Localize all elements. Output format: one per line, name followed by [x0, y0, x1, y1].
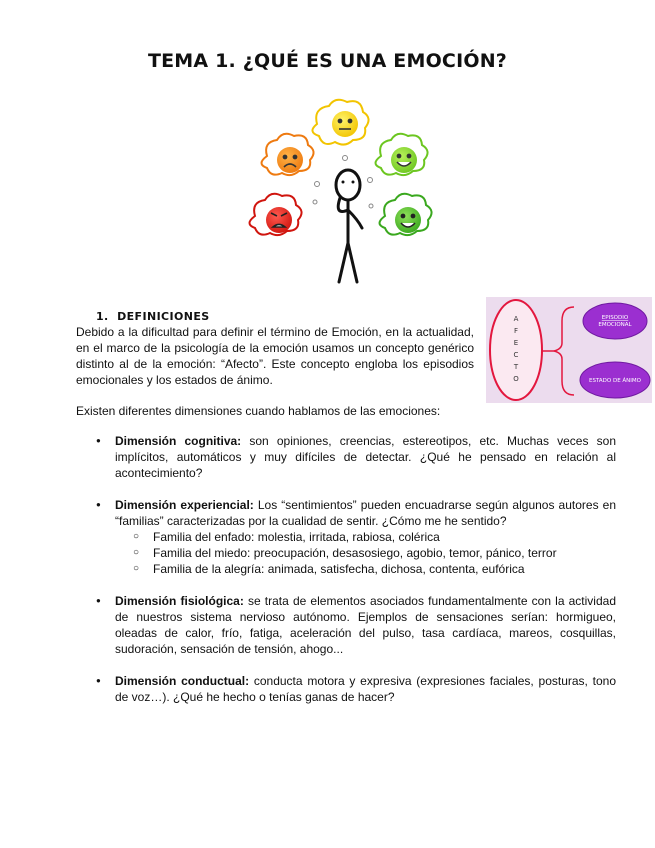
list-item — [76, 433, 616, 481]
affect-letter: T — [513, 363, 519, 371]
dimension-label: Dimensión conductual: — [115, 674, 250, 688]
dimension-text: son opiniones, creencias, estereotipos, etc. Muchas veces son implícitos, automáticos y muy difíciles de detectar. ¿Qué he pensado en relación al acontecimiento? — [115, 434, 616, 480]
smile-face-icon — [395, 207, 421, 233]
family-item: ○ Familia del enfado: molestia, irritada, rabiosa, colérica — [115, 529, 616, 545]
dimension-label: Dimensión fisiológica: — [115, 594, 244, 608]
sad-face-icon — [277, 147, 303, 173]
affect-letter: C — [513, 351, 519, 359]
emotions-illustration — [245, 98, 435, 286]
dimension-label: Dimensión cognitiva: — [115, 434, 242, 448]
angry-face-icon — [266, 207, 292, 233]
section-heading — [96, 310, 210, 323]
dimension-label: Dimensión experiencial: — [115, 498, 254, 512]
dimension-text: Los “sentimientos” pueden encuadrarse según algunos autores en “familias” caracterizadas por la cualidad de sentir. ¿Cómo me he sentido? — [115, 498, 617, 528]
page-title: TEMA 1. ¿QUÉ ES UNA EMOCIÓN? — [147, 50, 508, 72]
affect-letter: A — [513, 315, 519, 323]
episodio-emocional-node — [583, 303, 647, 339]
dimension-text: se trata de elementos asociados fundamentalmente con la actividad de nuestros sistema nervioso autónomo. Ejemplos de sensaciones serían: hormigueo, oleadas de calor, frío, fatiga, aceleración del pulso, tasa cardíaca, mareos, cosquillas, sudoración, sensación de tensión, ahogo... — [115, 594, 616, 656]
section-number: 1. — [96, 310, 109, 323]
family-item: ○ Familia de la alegría: animada, satisfecha, dichosa, contenta, eufórica — [115, 561, 616, 577]
affect-letter: O — [513, 375, 519, 383]
affect-letter: E — [513, 339, 519, 347]
episodio-label: EPISODIO — [601, 315, 629, 321]
estado-animo-label: ESTADO DE ÁNIMO — [588, 378, 642, 384]
list-item — [76, 497, 616, 577]
dimensions-intro: Existen diferentes dimensiones cuando hablamos de las emociones: — [76, 404, 441, 418]
families-list — [115, 529, 616, 577]
intro-paragraph: Debido a la dificultad para definir el término de Emoción, en la actualidad, en el marco de la psicología de la emoción usamos un concepto genérico distinto al de la emoción: “Afecto”. Este concepto engloba los episodios emocionales y los estados de ánimo. — [76, 325, 474, 387]
affect-diagram — [486, 297, 652, 403]
section-title: DEFINICIONES — [117, 310, 210, 323]
stick-figure — [336, 170, 362, 282]
dimension-text: conducta motora y expresiva (expresiones faciales, posturas, tono de voz…). ¿Qué he hecho o tenías ganas de hacer? — [115, 674, 616, 704]
neutral-face-icon — [332, 111, 358, 137]
list-item — [76, 593, 616, 657]
happy-face-icon — [391, 147, 417, 173]
list-item — [76, 673, 616, 705]
emocional-label: EMOCIONAL — [598, 322, 632, 328]
affect-letter: F — [513, 327, 519, 335]
family-item: ○ Familia del miedo: preocupación, desasosiego, agobio, temor, pánico, terror — [115, 545, 616, 561]
dimensions-list — [76, 433, 616, 705]
